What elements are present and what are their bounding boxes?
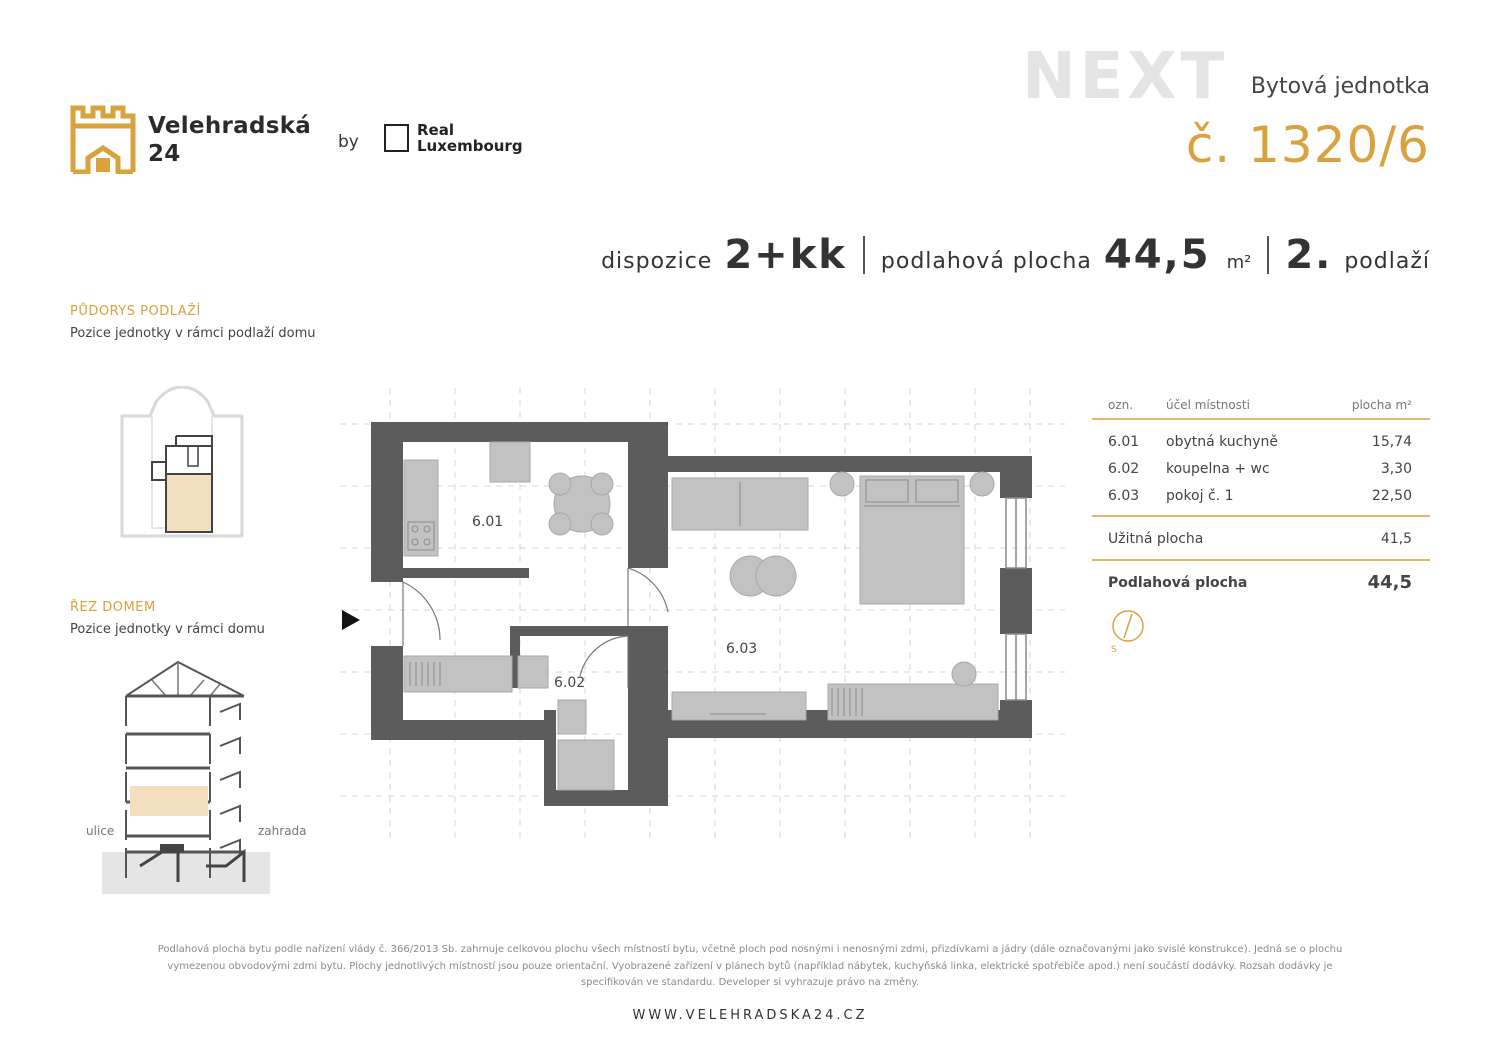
floor-value: 2. <box>1285 232 1333 278</box>
footnote-line3: specifikován ve standardu. Developer si vyhrazuje právo na změny. <box>580 977 920 988</box>
brand-name <box>148 112 311 168</box>
header-id: ozn. <box>1108 398 1134 412</box>
room-id: 6.02 <box>1108 460 1140 477</box>
room-area: 15,74 <box>1371 433 1412 450</box>
floor-label: podlaží <box>1344 249 1430 274</box>
partner-name <box>417 122 523 154</box>
usable-area-label: Užitná plocha <box>1108 531 1204 547</box>
floor-plan-section-title: PŮDORYS PODLAŽÍ <box>70 304 201 319</box>
room-label-6-02: 6.02 <box>554 675 586 691</box>
real-luxembourg-logo-icon <box>384 124 409 152</box>
castle-logo-icon <box>70 104 136 174</box>
compass-label: S <box>1111 645 1117 654</box>
entrance-arrow-icon <box>342 610 360 630</box>
header-purpose: účel místnosti <box>1166 398 1250 412</box>
unit-number: č. 1320/6 <box>1185 116 1430 174</box>
room-id: 6.03 <box>1108 487 1140 504</box>
street-label: ulice <box>86 824 115 838</box>
footnote-line2: vymezenou obvodovými zdmi bytu. Plochy jednotlivých místností jsou pouze orientační. Vyobrazené zařízení v plánech bytů (například nábytek, kuchyňská linka, elektrické spotřebiče apod.) není součástí dodávky. Rozsah dodávky je <box>167 960 1333 972</box>
table-header <box>1092 394 1430 416</box>
brand-name-line1: Velehradská <box>148 113 312 139</box>
table-divider <box>1092 515 1430 517</box>
header-area: plocha m² <box>1351 398 1412 412</box>
footnote-line1: Podlahová plocha bytu podle nařízení vlády č. 366/2013 Sb. zahrnuje celkovou plochu všech místností bytu, včetně ploch pod nosnými i nenosnými zdmi, přizdívkami a jádry (dále označovanými jako svislé konstrukce). Jedná se o plochu <box>157 944 1343 955</box>
room-label-6-01: 6.01 <box>472 514 504 530</box>
website-link[interactable]: WWW.VELEHRADSKA24.CZ <box>632 1008 868 1023</box>
stats-divider <box>863 236 865 274</box>
floor-area-label: Podlahová plocha <box>1108 574 1248 591</box>
room-label-6-03: 6.03 <box>726 641 758 657</box>
floor-plan-section-subtitle: Pozice jednotky v rámci podlaží domu <box>70 326 316 341</box>
room-area: 22,50 <box>1371 487 1412 504</box>
building-floor-thumbnail <box>116 386 248 544</box>
usable-area-value: 41,5 <box>1380 531 1412 547</box>
partner-name-line2: Luxembourg <box>417 137 523 155</box>
compass-icon <box>1108 608 1148 654</box>
disposition-value: 2+kk <box>724 232 847 278</box>
table-divider <box>1092 559 1430 561</box>
unit-label: Bytová jednotka <box>1250 74 1430 99</box>
legal-footnote <box>80 942 1420 992</box>
table-divider <box>1092 418 1430 420</box>
area-unit: m² <box>1226 252 1252 273</box>
room-purpose: koupelna + wc <box>1166 460 1270 477</box>
room-purpose: pokoj č. 1 <box>1166 487 1234 504</box>
room-purpose: obytná kuchyně <box>1166 433 1279 450</box>
by-label: by <box>338 132 359 152</box>
usable-area-row <box>1092 519 1430 559</box>
apartment-floor-plan <box>330 380 1080 850</box>
disposition-label: dispozice <box>601 249 713 274</box>
room-area: 3,30 <box>1380 460 1412 477</box>
section-cut-title: ŘEZ DOMEM <box>70 600 156 615</box>
rooms-table <box>1092 394 1430 603</box>
table-row <box>1092 428 1430 455</box>
area-label: podlahová plocha <box>880 249 1092 274</box>
stats-divider <box>1267 236 1269 274</box>
unit-stats <box>601 232 1430 278</box>
plan-grid <box>340 388 1065 840</box>
area-value: 44,5 <box>1103 232 1211 278</box>
next-agency-logo: NEXT <box>1022 40 1229 114</box>
brand-name-line2: 24 <box>148 141 181 167</box>
table-row <box>1092 455 1430 482</box>
table-row <box>1092 482 1430 509</box>
floor-area-row <box>1092 563 1430 603</box>
partner-name-line1: Real <box>417 121 454 139</box>
floor-area-value: 44,5 <box>1367 572 1412 593</box>
section-cut-subtitle: Pozice jednotky v rámci domu <box>70 622 265 637</box>
room-id: 6.01 <box>1108 433 1140 450</box>
garden-label: zahrada <box>258 824 307 838</box>
building-section-diagram <box>100 656 274 898</box>
